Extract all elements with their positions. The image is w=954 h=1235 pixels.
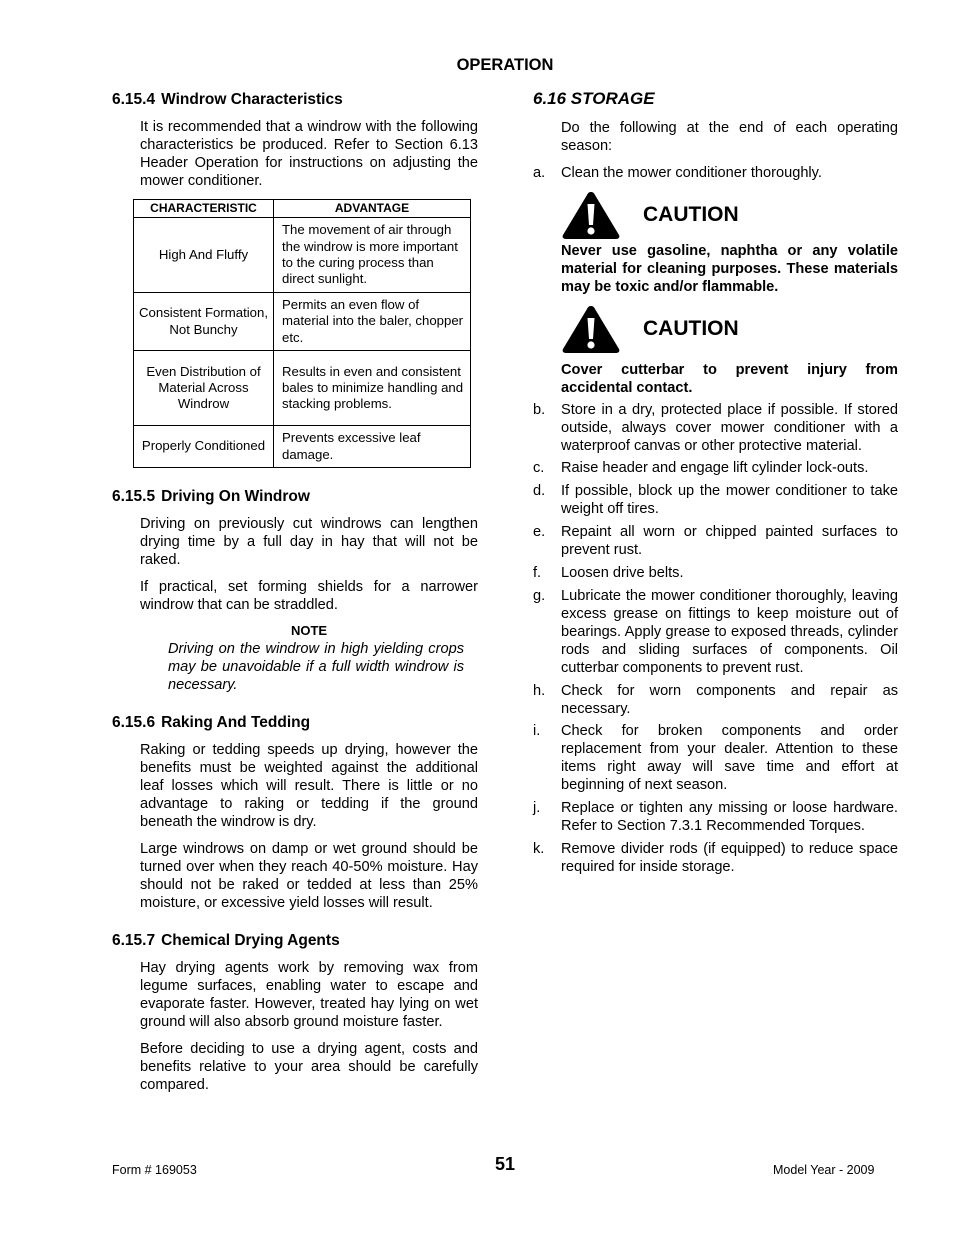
- list-letter: a.: [533, 165, 546, 181]
- list-item: [533, 840, 898, 876]
- list-text: Lubricate the mower conditioner thoroughly, leaving excess grease on fittings to keep moisture out of bearings. Apply grease to exposed threads, cylinder rods and sliding surfaces of components. Oil cutterbar components to prevent rust.: [561, 588, 898, 676]
- list-letter: f.: [533, 565, 542, 581]
- list-letter: d.: [533, 483, 546, 499]
- characteristic-cell: Even Distribution of Material Across Windrow: [134, 351, 274, 426]
- table-header-row: [134, 200, 471, 218]
- list-letter: j.: [533, 800, 541, 816]
- list-item: [533, 459, 898, 477]
- footer-page-number: 51: [494, 1154, 516, 1174]
- caution-label: CAUTION: [643, 317, 739, 340]
- advantage-cell: Results in even and consistent bales to minimize handling and stacking problems.: [274, 351, 471, 426]
- drying-agents-paragraph-1: Hay drying agents work by removing wax from legume surfaces, enabling water to escape and evaporate faster. However, treated hay lying on wet ground will also absorb ground moisture faster.: [140, 960, 478, 1030]
- section-number: 6.15.7: [112, 932, 156, 949]
- caution-text-1: Never use gasoline, naphtha or any volatile material for cleaning purposes. These materials may be toxic and/or flammable.: [561, 243, 898, 295]
- section-title: Chemical Drying Agents: [161, 932, 340, 949]
- list-item: [533, 164, 898, 182]
- list-text: Repaint all worn or chipped painted surfaces to prevent rust.: [561, 524, 898, 558]
- table-row: [134, 351, 471, 426]
- caution-text-2: Cover cutterbar to prevent injury from accidental contact.: [561, 362, 898, 396]
- section-heading-6157: [112, 931, 478, 951]
- column-header: ADVANTAGE: [274, 200, 471, 218]
- list-letter: g.: [533, 588, 546, 604]
- left-column: [112, 88, 478, 1094]
- list-item: [533, 722, 898, 794]
- header-title: OPERATION: [456, 56, 554, 74]
- driving-paragraph-1: Driving on previously cut windrows can lengthen drying time by a full day in hay that will not be raked.: [140, 516, 478, 568]
- warning-triangle-icon: [561, 304, 621, 354]
- column-header: CHARACTERISTIC: [134, 200, 274, 218]
- list-text: Loosen drive belts.: [561, 565, 684, 581]
- list-text: Remove divider rods (if equipped) to reduce space required for inside storage.: [561, 841, 898, 875]
- list-text: If possible, block up the mower conditioner to take weight off tires.: [561, 483, 898, 517]
- raking-paragraph-2: Large windrows on damp or wet ground should be turned over when they reach 40-50% moisture. Hay should not be raked or tedded at less than 25% moisture, or excessive yield losses will result.: [140, 841, 478, 911]
- section-heading-6155: [112, 487, 478, 507]
- characteristic-cell: Consistent Formation, Not Bunchy: [134, 293, 274, 351]
- list-item: [533, 482, 898, 518]
- windrow-intro: It is recommended that a windrow with the following characteristics be produced. Refer to Section 6.13 Header Operation for instructions on adjusting the mower conditioner.: [140, 119, 478, 189]
- advantage-cell: The movement of air through the windrow is more important to the curing process than direct sunlight.: [274, 218, 471, 293]
- advantage-cell: Prevents excessive leaf damage.: [274, 426, 471, 468]
- driving-paragraph-2: If practical, set forming shields for a narrower windrow that can be straddled.: [140, 579, 478, 613]
- table-row: [134, 293, 471, 351]
- list-text: Check for worn components and repair as necessary.: [561, 683, 898, 717]
- section-heading-6156: [112, 713, 478, 733]
- table-row: [134, 218, 471, 293]
- table-row: [134, 426, 471, 468]
- section-number: 6.15.6: [112, 714, 156, 731]
- list-letter: b.: [533, 402, 546, 418]
- footer-model-year: Model Year - 2009: [773, 1163, 875, 1177]
- drying-agents-paragraph-2: Before deciding to use a drying agent, costs and benefits relative to your area should be carefully compared.: [140, 1041, 478, 1093]
- section-number: 6.15.4: [112, 91, 156, 108]
- list-letter: e.: [533, 524, 546, 540]
- page-header: [0, 56, 954, 75]
- list-letter: k.: [533, 841, 545, 857]
- section-title: Raking And Tedding: [161, 714, 311, 731]
- list-item: [533, 587, 898, 677]
- characteristic-cell: Properly Conditioned: [134, 426, 274, 468]
- warning-triangle-icon: [561, 190, 621, 240]
- caution-label: CAUTION: [643, 203, 739, 226]
- list-item: [533, 401, 898, 455]
- section-title: Windrow Characteristics: [161, 91, 343, 108]
- storage-heading: 6.16 STORAGE: [533, 89, 655, 108]
- list-text: Raise header and engage lift cylinder lock-outs.: [561, 460, 869, 476]
- list-letter: h.: [533, 683, 546, 699]
- list-item: [533, 523, 898, 559]
- list-item: [533, 682, 898, 718]
- storage-intro: Do the following at the end of each operating season:: [561, 120, 898, 154]
- footer-form-number: Form # 169053: [112, 1163, 197, 1177]
- list-item: [533, 564, 898, 582]
- caution-header-1: [561, 188, 898, 242]
- characteristic-cell: High And Fluffy: [134, 218, 274, 293]
- note-text: Driving on the windrow in high yielding crops may be unavoidable if a full width windrow is necessary.: [168, 641, 464, 693]
- section-heading-6154: [112, 90, 478, 110]
- raking-paragraph-1: Raking or tedding speeds up drying, however the benefits must be weighted against the additional leaf losses which will result. There is little or no advantage to raking or tedding if the ground beneath the windrow is dry.: [140, 742, 478, 830]
- storage-list: [533, 401, 898, 876]
- section-title: Driving On Windrow: [161, 488, 310, 505]
- right-column: [533, 88, 898, 876]
- windrow-characteristics-table: [133, 199, 471, 468]
- list-letter: i.: [533, 723, 541, 739]
- caution-header-2: [561, 302, 898, 356]
- list-text: Store in a dry, protected place if possible. If stored outside, always cover mower conditioner with a waterproof canvas or other protective material.: [561, 402, 898, 454]
- advantage-cell: Permits an even flow of material into the baler, chopper etc.: [274, 293, 471, 351]
- section-number: 6.15.5: [112, 488, 156, 505]
- list-text: Clean the mower conditioner thoroughly.: [561, 165, 822, 181]
- list-text: Replace or tighten any missing or loose hardware. Refer to Section 7.3.1 Recommended Torques.: [561, 800, 898, 834]
- list-letter: c.: [533, 460, 545, 476]
- note-title: NOTE: [290, 623, 328, 638]
- list-item: [533, 799, 898, 835]
- list-text: Check for broken components and order replacement from your dealer. Attention to these items right away will save time and effort at beginning of next season.: [561, 723, 898, 793]
